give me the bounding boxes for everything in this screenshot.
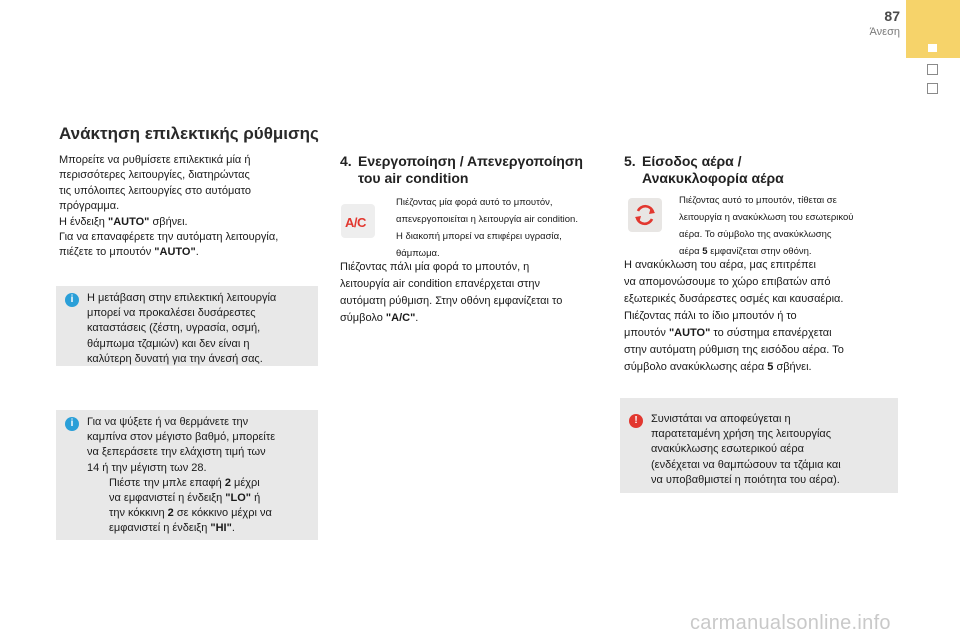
indicator-suffix: σβήνει. [152, 215, 188, 228]
section-5-title-1: Είσοδος αέρα / [642, 153, 742, 169]
step-1-prefix: Πιέστε την μπλε επαφή [109, 476, 222, 489]
section-4-icon-text [396, 194, 611, 262]
chapter-tab-active[interactable] [906, 0, 960, 58]
body-line: αυτόματη ρύθμιση. Στην οθόνη εμφανίζεται το [340, 295, 563, 307]
info-line: Η μετάβαση στην επιλεκτική λειτουργία [87, 292, 277, 304]
section-4-title-2: του air condition [358, 170, 469, 186]
warning-line: παρατεταμένη χρήση της λειτουργίας [651, 428, 832, 441]
ac-icon-label: A/C [345, 215, 366, 230]
last-suffix: σβήνει. [776, 361, 812, 373]
press-value: "AUTO" [154, 246, 196, 259]
body-line: εξωτερικές δυσάρεστες οσμές και καυσαέρια. [624, 293, 844, 305]
page-title: Ανάκτηση επιλεκτικής ρύθμισης [59, 124, 319, 143]
step-2-suffix: ή [254, 492, 261, 505]
section-5-icon-text [679, 192, 899, 260]
warning-icon: ! [629, 414, 643, 428]
info-line: Για να ψύξετε ή να θερμάνετε την [87, 416, 249, 428]
symbol-suffix: . [415, 312, 419, 324]
indicator-value: "AUTO" [107, 215, 150, 228]
chapter-tab-2[interactable] [927, 64, 938, 75]
button-prefix: μπουτόν [624, 327, 666, 339]
button-value: "AUTO" [668, 327, 711, 339]
press-prefix: πιέζετε το μπουτόν [59, 246, 152, 259]
section-5-number: 5. [624, 153, 636, 169]
intro-line: τις υπόλοιπες λειτουργίες στο αυτόματο [59, 184, 252, 197]
step-4-value: "HI" [210, 522, 232, 535]
last-prefix: σύμβολο ανακύκλωσης αέρα [624, 361, 765, 373]
icon-text-line: θάμπωμα. [396, 248, 440, 259]
info-line: 14 ή την μέγιστη των 28. [87, 461, 207, 474]
icon-text-line: Η διακοπή μπορεί να επιφέρει υγρασία, [396, 231, 562, 242]
info-box-temperature [56, 410, 318, 540]
icon-text-line: λειτουργία η ανακύκλωση του εσωτερικού [679, 212, 854, 223]
body-line: στην αυτόματη ρύθμιση της εισόδου αέρα. Το [624, 344, 844, 356]
icon-text-line: αέρα. Το σύμβολο της ανακύκλωσης [679, 229, 832, 240]
indicator-line [59, 215, 309, 230]
section-5-title-2: Ανακυκλοφορία αέρα [642, 170, 784, 186]
section-5-body [624, 257, 904, 376]
info-line: μπορεί να προκαλέσει δυσάρεστες [87, 307, 256, 320]
press-suffix: . [195, 246, 199, 259]
icon-text-num: 5 [702, 246, 708, 257]
body-line: Η ανακύκλωση του αέρα, μας επιτρέπει [624, 259, 816, 271]
step-1-num: 2 [224, 476, 231, 489]
step-1-suffix: μέχρι [234, 476, 260, 489]
info-line: θάμπωμα τζαμιών) και δεν είναι η [87, 337, 250, 350]
step-3-prefix: την κόκκινη [109, 507, 165, 520]
warning-line: να υποβαθμιστεί η ποιότητα του αέρα). [651, 473, 840, 486]
step-4-prefix: εμφανιστεί η ένδειξη [109, 522, 208, 535]
icon-text-line: Πιέζοντας αυτό το μπουτόν, τίθεται σε [679, 195, 837, 206]
info-line: καμπίνα στον μέγιστο βαθμό, μπορείτε [87, 431, 276, 444]
step-4-suffix: . [231, 522, 235, 535]
info-icon: i [65, 417, 79, 431]
icon-text-line: απενεργοποιείται η λειτουργία air condition. [396, 214, 578, 225]
body-line: να απομονώσουμε το χώρο επιβατών από [624, 276, 831, 288]
body-line: Πιέζοντας πάλι το ίδιο μπουτόν ή το [624, 310, 797, 322]
tab-square-icon [928, 44, 937, 52]
warning-line: ανακύκλωσης εσωτερικού αέρα [651, 443, 804, 456]
body-line: λειτουργία air condition επανέρχεται στην [340, 278, 540, 290]
recirculation-svg [628, 198, 662, 232]
icon-text-prefix: αέρα [679, 246, 700, 257]
icon-text-suffix: εμφανίζεται στην οθόνη. [710, 246, 812, 257]
info-icon: i [65, 293, 79, 307]
ac-button-icon [341, 204, 375, 238]
intro-line: Μπορείτε να ρυθμίσετε επιλεκτικά μία ή [59, 154, 251, 166]
warning-box-recirculation [620, 398, 898, 493]
return-line: Για να επαναφέρετε την αυτόματη λειτουργία, [59, 231, 279, 244]
step-line [87, 506, 310, 521]
intro-line: πρόγραμμα. [59, 200, 120, 213]
button-suffix: το σύστημα επανέρχεται [713, 327, 832, 339]
air-recirculation-icon [628, 198, 662, 232]
step-line [87, 521, 310, 536]
section-4-heading [340, 153, 610, 187]
page-number: 87 [884, 8, 900, 24]
info-box-selective [56, 286, 318, 366]
watermark: carmanualsonline.info [690, 612, 891, 634]
warning-line: Συνιστάται να αποφεύγεται η [651, 413, 791, 425]
info-line: καλύτερη δυνατή για την άνεσή σας. [87, 352, 263, 365]
info-line: καταστάσεις (ζέστη, υγρασία, οσμή, [87, 322, 261, 335]
section-label: Άνεση [869, 26, 900, 38]
symbol-prefix: σύμβολο [340, 312, 383, 324]
step-3-num: 2 [167, 507, 174, 520]
step-2-value: "LO" [225, 492, 252, 505]
indicator-prefix: Η ένδειξη [59, 215, 105, 228]
chapter-tab-3[interactable] [927, 83, 938, 94]
body-line [624, 325, 904, 342]
step-3-suffix: σε κόκκινο μέχρι να [176, 507, 272, 520]
section-4-title-1: Ενεργοποίηση / Απενεργοποίηση [358, 153, 583, 169]
body-line [624, 359, 904, 376]
step-2-prefix: να εμφανιστεί η ένδειξη [109, 492, 223, 505]
warning-line: (ενδέχεται να θαμπώσουν τα τζάμια και [651, 458, 841, 471]
intro-text [59, 153, 309, 261]
body-line [340, 310, 610, 327]
intro-line: περισσότερες λειτουργίες, διατηρώντας [59, 169, 250, 182]
section-4-number: 4. [340, 153, 352, 169]
press-line [59, 245, 309, 260]
step-line [87, 491, 310, 506]
info-line: να ξεπεράσετε την ελάχιστη τιμή των [87, 446, 266, 459]
step-line [87, 476, 310, 491]
section-4-body [340, 259, 610, 327]
symbol-value: "A/C" [385, 312, 416, 324]
body-line: Πιέζοντας πάλι μία φορά το μπουτόν, η [340, 261, 530, 273]
section-5-heading [624, 153, 894, 187]
last-num: 5 [767, 361, 774, 373]
icon-text-line: Πιέζοντας μία φορά αυτό το μπουτόν, [396, 197, 553, 208]
